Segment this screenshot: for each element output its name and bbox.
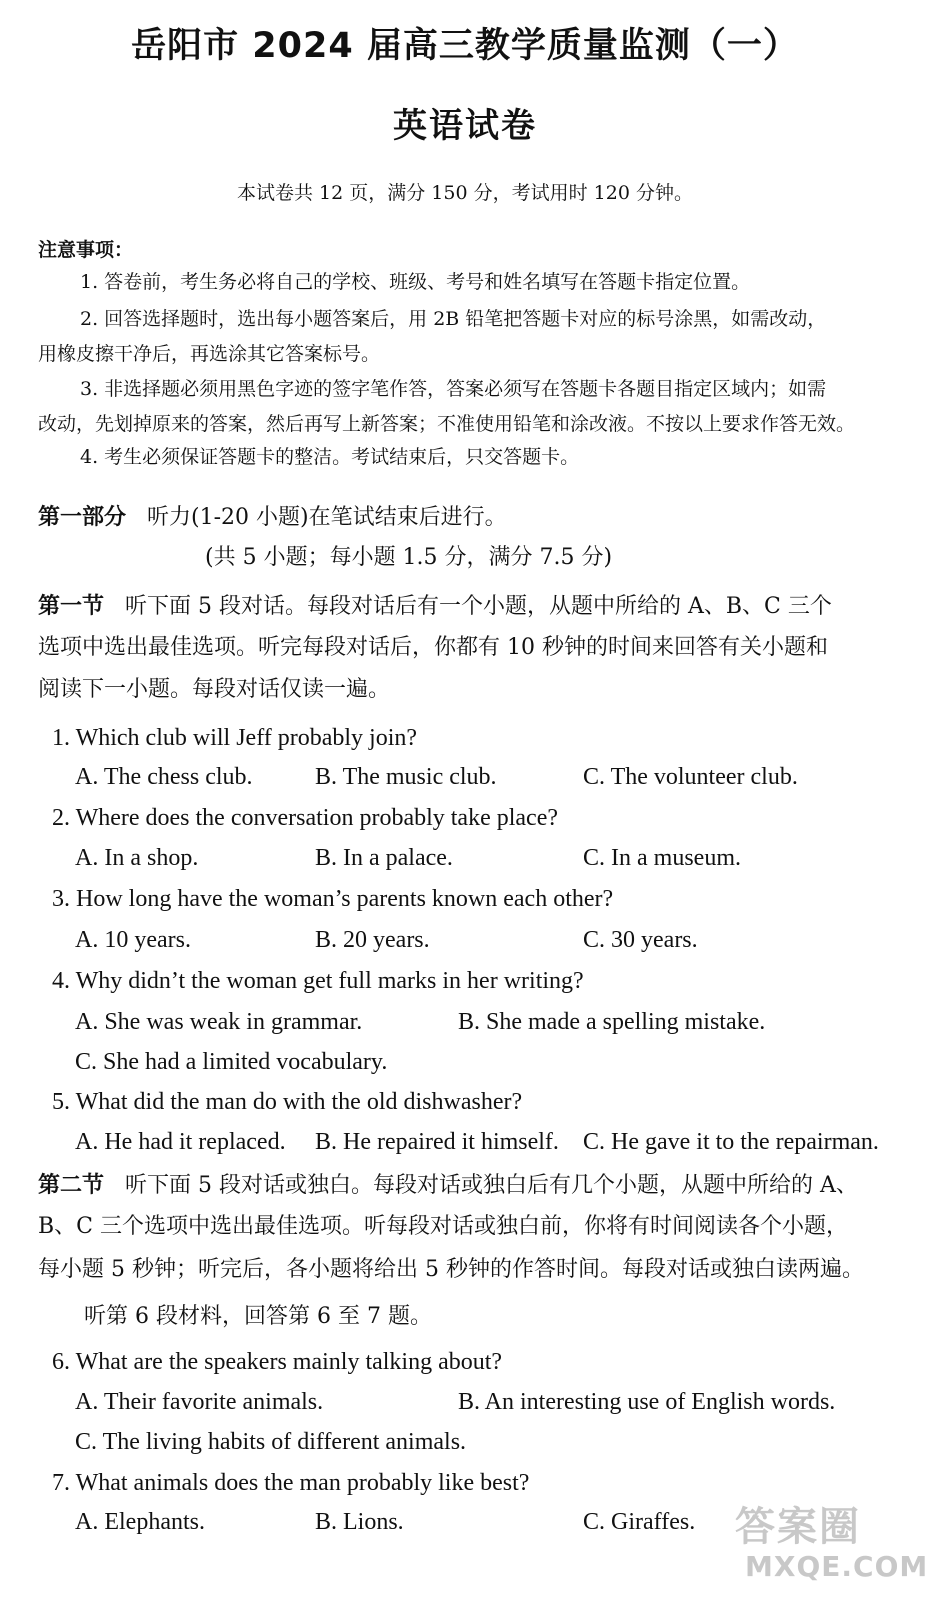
exam-subtitle: 英语试卷 <box>393 106 537 146</box>
exam-title: 岳阳市 2024 届高三教学质量监测（一） <box>131 26 799 66</box>
section2-material: 听第 6 段材料，回答第 6 至 7 题。 <box>84 1304 432 1329</box>
section2-line: 每小题 5 秒钟；听完后，各小题将给出 5 秒钟的作答时间。每段对话或独白读两遍。 <box>38 1257 864 1282</box>
option-c: C. The living habits of different animals. <box>75 1429 467 1455</box>
notice-line: 4. 考生必须保证答题卡的整洁。考试结束后，只交答题卡。 <box>80 446 580 468</box>
option-a: A. He had it replaced. <box>75 1129 286 1155</box>
question-stem: 2. Where does the conversation probably take place? <box>52 805 559 831</box>
watermark-url: MXQE.COM <box>745 1550 929 1583</box>
section2-label: 第二节 <box>38 1172 105 1198</box>
notice-line: 3. 非选择题必须用黑色字迹的签字笔作答，答案必须写在答题卡各题目指定区域内；如需 <box>80 378 827 400</box>
option-a: A. She was weak in grammar. <box>75 1009 363 1035</box>
section2-line: B、C 三个选项中选出最佳选项。听每段对话或独白前，你将有时间阅读各个小题， <box>38 1214 848 1239</box>
question-stem: 7. What animals does the man probably like best? <box>52 1470 530 1496</box>
option-a: A. Their favorite animals. <box>75 1389 324 1415</box>
question-stem: 6. What are the speakers mainly talking about? <box>52 1349 503 1375</box>
part1-scoring: (共 5 小题；每小题 1.5 分，满分 7.5 分) <box>205 545 613 570</box>
option-b: B. An interesting use of English words. <box>458 1389 836 1415</box>
notice-line: 用橡皮擦干净后，再选涂其它答案标号。 <box>38 343 381 365</box>
option-a: A. The chess club. <box>75 764 253 790</box>
section1-line: 选项中选出最佳选项。听完每段对话后，你都有 10 秒钟的时间来回答有关小题和 <box>38 635 828 660</box>
option-c: C. He gave it to the repairman. <box>583 1129 879 1155</box>
option-a: A. In a shop. <box>75 845 199 871</box>
option-c: C. She had a limited vocabulary. <box>75 1049 388 1075</box>
part1-title: 听力(1-20 小题)在笔试结束后进行。 <box>147 505 507 530</box>
question-stem: 3. How long have the woman’s parents known each other? <box>52 886 614 912</box>
option-b: B. Lions. <box>315 1509 404 1535</box>
option-c: C. The volunteer club. <box>583 764 798 790</box>
option-b: B. In a palace. <box>315 845 453 871</box>
section2-line <box>38 1171 858 1200</box>
question-stem: 1. Which club will Jeff probably join? <box>52 725 418 751</box>
notice-line: 改动，先划掉原来的答案，然后再写上新答案；不准使用铅笔和涂改液。不按以上要求作答无效。 <box>38 413 856 435</box>
watermark <box>735 1495 929 1595</box>
question-stem: 4. Why didn’t the woman get full marks in her writing? <box>52 968 584 994</box>
section1-line: 阅读下一小题。每段对话仅读一遍。 <box>38 677 391 702</box>
section1-text: 听下面 5 段对话。每段对话后有一个小题，从题中所给的 A、B、C 三个 <box>125 594 832 619</box>
part1-heading <box>38 503 507 532</box>
notice-heading: 注意事项： <box>38 239 134 261</box>
notice-line: 2. 回答选择题时，选出每小题答案后，用 2B 铅笔把答题卡对应的标号涂黑，如需改动， <box>80 308 827 330</box>
option-b: B. She made a spelling mistake. <box>458 1009 766 1035</box>
option-a: A. Elephants. <box>75 1509 205 1535</box>
section2-text: 听下面 5 段对话或独白。每段对话或独白后有几个小题，从题中所给的 A、 <box>125 1173 858 1198</box>
part1-label: 第一部分 <box>38 504 127 530</box>
notice-line: 1. 答卷前，考生务必将自己的学校、班级、考号和姓名填写在答题卡指定位置。 <box>80 271 751 293</box>
section1-label: 第一节 <box>38 593 105 619</box>
option-b: B. The music club. <box>315 764 497 790</box>
option-c: C. Giraffes. <box>583 1509 696 1535</box>
section1-line <box>38 592 832 621</box>
option-a: A. 10 years. <box>75 927 191 953</box>
exam-info: 本试卷共 12 页，满分 150 分，考试用时 120 分钟。 <box>237 182 693 204</box>
option-c: C. 30 years. <box>583 927 698 953</box>
option-c: C. In a museum. <box>583 845 741 871</box>
option-b: B. He repaired it himself. <box>315 1129 559 1155</box>
question-stem: 5. What did the man do with the old dishwasher? <box>52 1089 523 1115</box>
option-b: B. 20 years. <box>315 927 430 953</box>
watermark-text: 答案圈 <box>735 1504 861 1550</box>
